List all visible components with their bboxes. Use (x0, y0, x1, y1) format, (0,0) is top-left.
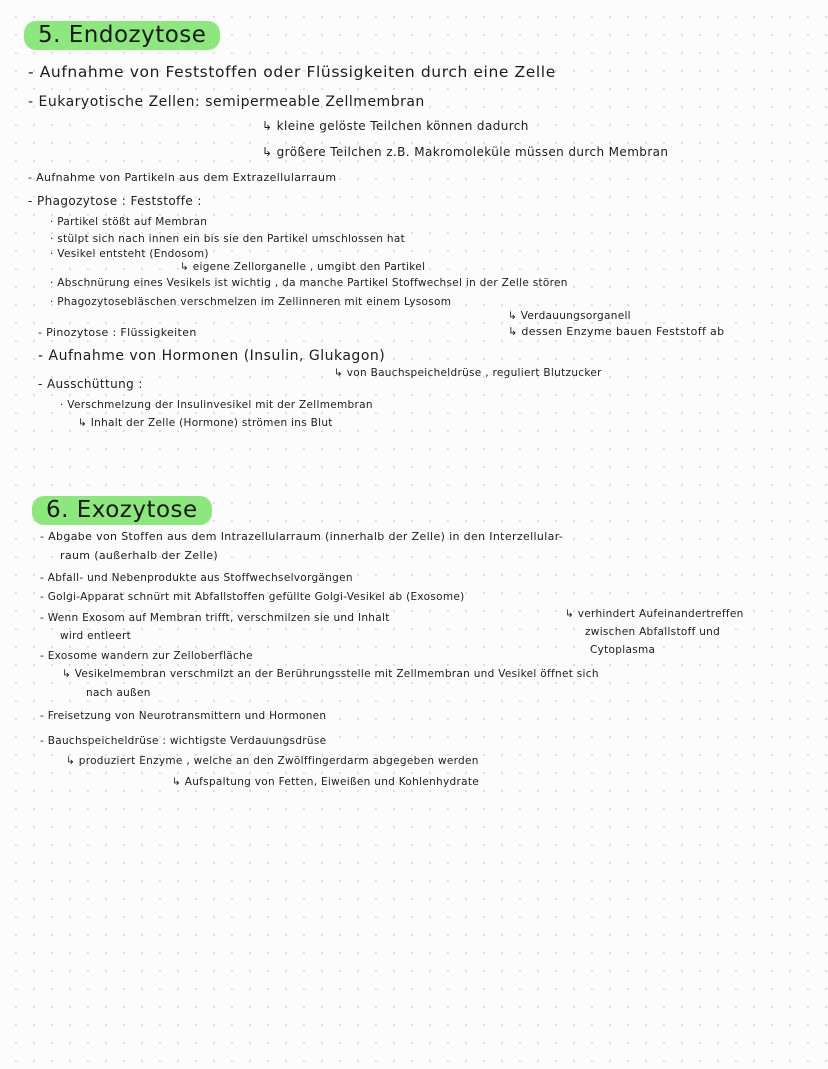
note-line: wird entleert (60, 630, 132, 642)
note-line: - Golgi-Apparat schnürt mit Abfallstoffen gefüllte Golgi-Vesikel ab (Exosome) (40, 591, 465, 603)
note-line: ↳ Aufspaltung von Fetten, Eiweißen und Kohlenhydrate (172, 776, 479, 788)
note-line: - Bauchspeicheldrüse : wichtigste Verdauungsdrüse (40, 735, 327, 747)
note-line: - Pinozytose : Flüssigkeiten (38, 326, 197, 339)
note-line: - Freisetzung von Neurotransmittern und Hormonen (40, 710, 327, 722)
note-line: ↳ Vesikelmembran verschmilzt an der Berührungsstelle mit Zellmembran und Vesikel öffnet sich (62, 668, 599, 680)
note-line: ↳ von Bauchspeicheldrüse , reguliert Blutzucker (334, 367, 602, 379)
note-line: · Verschmelzung der Insulinvesikel mit der Zellmembran (60, 399, 373, 411)
note-line: - Phagozytose : Feststoffe : (28, 194, 202, 208)
note-line: zwischen Abfallstoff und (585, 626, 721, 638)
note-line: - Eukaryotische Zellen: semipermeable Zellmembran (28, 94, 425, 110)
note-line: - Wenn Exosom auf Membran trifft, verschmilzen sie und Inhalt (40, 612, 390, 624)
note-line: ↳ kleine gelöste Teilchen können dadurch (262, 119, 529, 133)
note-line: ↳ dessen Enzyme bauen Feststoff ab (508, 325, 725, 338)
note-line: ↳ Inhalt der Zelle (Hormone) strömen ins Blut (78, 417, 333, 429)
note-line: - Aufnahme von Feststoffen oder Flüssigkeiten durch eine Zelle (28, 63, 556, 81)
note-line: nach außen (86, 687, 151, 699)
note-line: · Vesikel entsteht (Endosom) (50, 248, 209, 260)
note-line: · Phagozytosebläschen verschmelzen im Zellinneren mit einem Lysosom (50, 296, 452, 308)
section-6-heading: 6. Exozytose (32, 496, 212, 525)
note-line: ↳ eigene Zellorganelle , umgibt den Partikel (180, 261, 426, 273)
note-line: · Partikel stößt auf Membran (50, 216, 208, 228)
note-line: · stülpt sich nach innen ein bis sie den Partikel umschlossen hat (50, 233, 405, 245)
note-line: ↳ Verdauungsorganell (508, 310, 631, 322)
note-line: - Abgabe von Stoffen aus dem Intrazellularraum (innerhalb der Zelle) in den Interzellular- (40, 530, 564, 543)
note-line: - Exosome wandern zur Zelloberfläche (40, 650, 253, 662)
note-line: ↳ produziert Enzyme , welche an den Zwölffingerdarm abgegeben werden (66, 755, 479, 767)
note-line: - Aufnahme von Hormonen (Insulin, Glukagon) (38, 348, 386, 364)
note-line: ↳ verhindert Aufeinandertreffen (565, 608, 744, 620)
note-line: · Abschnürung eines Vesikels ist wichtig , da manche Partikel Stoffwechsel in der Zelle stören (50, 277, 568, 289)
note-line: Cytoplasma (590, 644, 656, 656)
section-5-heading: 5. Endozytose (24, 21, 220, 50)
note-line: - Ausschüttung : (38, 377, 143, 391)
note-line: - Aufnahme von Partikeln aus dem Extrazellularraum (28, 171, 337, 184)
note-line: - Abfall- und Nebenprodukte aus Stoffwechselvorgängen (40, 572, 353, 584)
note-line: ↳ größere Teilchen z.B. Makromoleküle müssen durch Membran (262, 145, 669, 159)
note-line: raum (außerhalb der Zelle) (60, 549, 219, 562)
